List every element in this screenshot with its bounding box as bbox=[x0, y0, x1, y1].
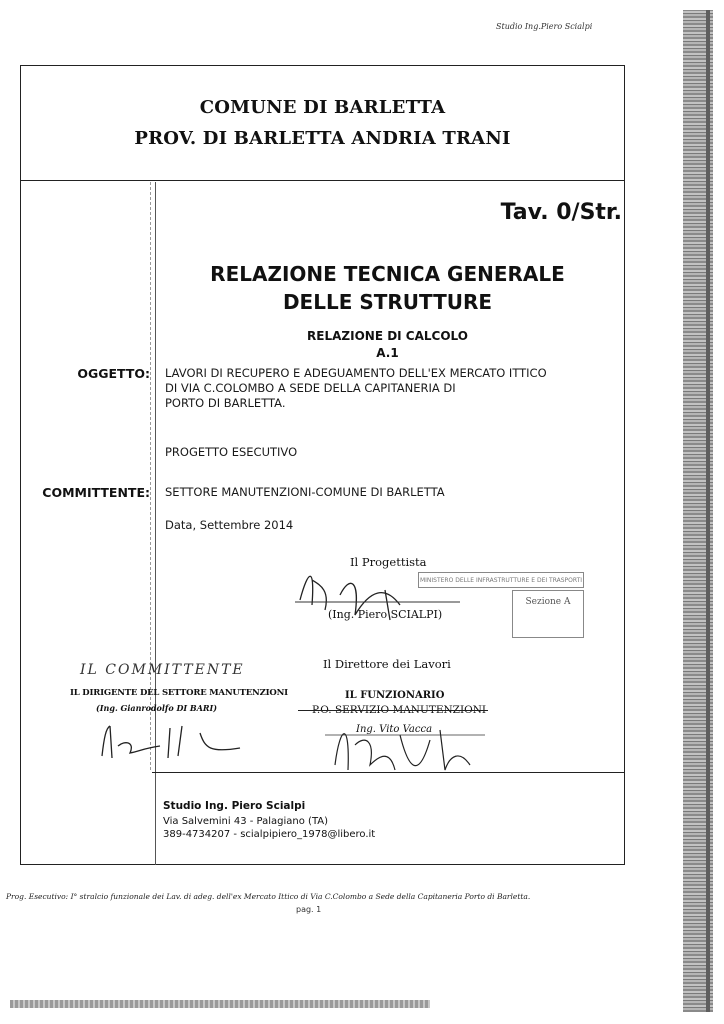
funzionario-title: IL FUNZIONARIO bbox=[345, 690, 445, 701]
stamp-sezione: Sezione A bbox=[525, 597, 571, 607]
committente-handwritten: IL COMMITTENTE bbox=[80, 662, 245, 678]
document-date: Data, Settembre 2014 bbox=[165, 518, 294, 532]
dirigente-title: IL DIRIGENTE DEL SETTORE MANUTENZIONI bbox=[70, 688, 288, 698]
dirigente-signature bbox=[90, 718, 250, 768]
main-title-line2: DELLE STRUTTURE bbox=[282, 290, 493, 314]
funzionario-signature bbox=[320, 715, 490, 780]
footer-text: Prog. Esecutivo: I° stralcio funzionale dei Lav. di adeg. dell'ex Mercato Ittico di Via C.Colombo a Sede della Capitaneria Porto di Barletta. bbox=[6, 892, 531, 901]
page-number: pag. 1 bbox=[296, 905, 322, 914]
main-title-line1: RELAZIONE TECNICA GENERALE bbox=[210, 262, 565, 286]
funzionario-servizio: P.O. SERVIZIO MANUTENZIONI bbox=[312, 704, 487, 716]
stamp-line1: MINISTERO DELLE INFRASTRUTTURE E DEI TRASPORTI bbox=[419, 577, 583, 584]
oggetto-line-3: PORTO DI BARLETTA. bbox=[165, 396, 286, 410]
funzionario-strike-line bbox=[298, 710, 488, 711]
left-column-divider bbox=[150, 182, 151, 770]
sezione-stamp bbox=[512, 590, 584, 638]
progetto-esecutivo: PROGETTO ESECUTIVO bbox=[165, 445, 298, 459]
comune-title: COMUNE DI BARLETTA bbox=[199, 97, 446, 118]
direttore-lavori: Il Direttore dei Lavori bbox=[323, 657, 451, 671]
scan-edge-line bbox=[706, 10, 710, 1012]
provincia-title: PROV. DI BARLETTA ANDRIA TRANI bbox=[134, 128, 511, 149]
tav-code: Tav. 0/Str. bbox=[500, 200, 622, 225]
oggetto-line-2: DI VIA C.COLOMBO A SEDE DELLA CAPITANERIA DI bbox=[165, 381, 456, 395]
ministry-stamp bbox=[418, 572, 584, 588]
title-divider bbox=[20, 180, 625, 181]
studio-name: Studio Ing. Piero Scialpi bbox=[163, 800, 306, 812]
committente-value: SETTORE MANUTENZIONI-COMUNE DI BARLETTA bbox=[165, 485, 445, 499]
scan-bottom-band bbox=[10, 1000, 430, 1008]
studio-contact: 389-4734207 - scialpipiero_1978@libero.it bbox=[163, 829, 376, 840]
funzionario-name: Ing. Vito Vacca bbox=[356, 724, 433, 735]
oggetto-label: OGGETTO: bbox=[77, 366, 150, 381]
progettista-name: (Ing. Piero SCIALPI) bbox=[328, 608, 443, 621]
studio-address: Via Salvemini 43 - Palagiano (TA) bbox=[163, 816, 329, 827]
header-studio-stamp: Studio Ing.Piero Scialpi bbox=[496, 22, 593, 31]
subtitle-code: A.1 bbox=[376, 346, 399, 360]
dirigente-name: (Ing. Gianrodolfo DI BARI) bbox=[96, 703, 218, 713]
progettista-title: Il Progettista bbox=[350, 555, 427, 569]
oggetto-line-1: LAVORI DI RECUPERO E ADEGUAMENTO DELL'EX MERCATO ITTICO bbox=[165, 366, 547, 380]
subtitle-calcolo: RELAZIONE DI CALCOLO bbox=[307, 329, 468, 343]
committente-label: COMMITTENTE: bbox=[42, 485, 150, 500]
